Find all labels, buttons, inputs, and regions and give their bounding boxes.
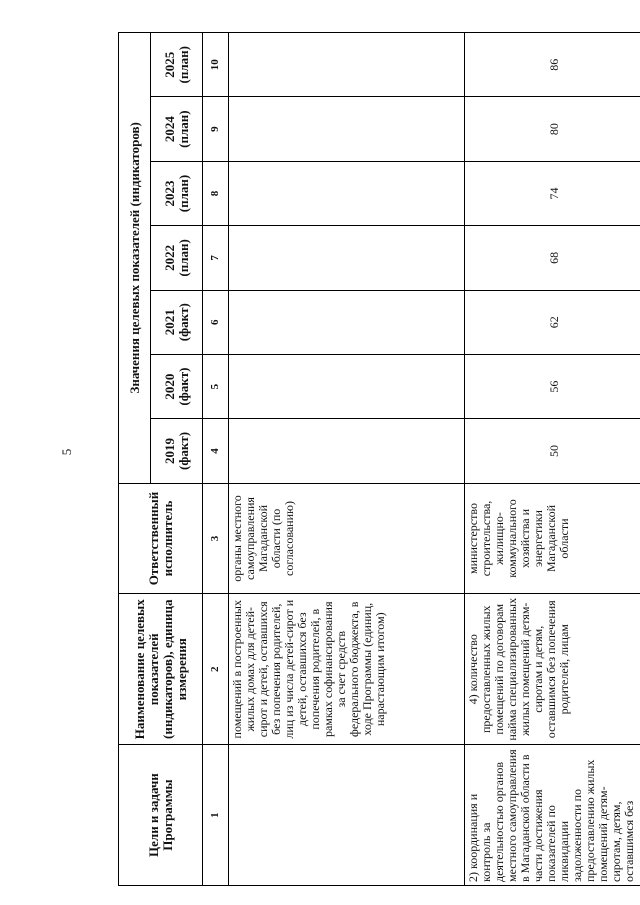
value-cell: 68 [465,226,640,290]
value-cell [229,97,465,161]
header-indicator-name: Наименование целевых показателей (индикаторов), единица измерения [119,594,203,745]
column-number: 1 [203,745,229,886]
column-number: 6 [203,290,229,354]
page-number: 5 [59,448,74,456]
value-cell: 62 [465,290,640,354]
executor-cell: министерство строительства, жилищно-коммунального хозяйства и энергетики Магаданской области [465,483,640,594]
header-year: 2020 (факт) [151,354,203,418]
indicator-cell: 4) количество предоставленных жилых помещений по договорам найма специализированных жилых помещений детям-сиротам и детям, оставшимся без попечения родителей, лицам [465,594,640,745]
value-cell: 80 [465,97,640,161]
value-cell: 56 [465,354,640,418]
column-number: 8 [203,161,229,225]
executor-cell: органы местного самоуправления Магаданской области (по согласованию) [229,483,465,594]
indicator-table [118,32,640,886]
goal-cell [229,745,465,886]
header-year: 2025 (план) [151,33,203,97]
indicator-table-rotated [118,32,640,886]
value-cell [229,161,465,225]
column-number: 4 [203,419,229,483]
column-number: 2 [203,594,229,745]
header-year: 2023 (план) [151,161,203,225]
header-row-1 [119,33,151,886]
value-cell [229,419,465,483]
header-values-title: Значения целевых показателей (индикаторов) [119,33,151,484]
header-year: 2024 (план) [151,97,203,161]
column-number: 3 [203,483,229,594]
header-executor: Ответственный исполнитель [119,483,203,594]
header-year: 2022 (план) [151,226,203,290]
column-number: 10 [203,33,229,97]
table-row [465,33,640,886]
column-number: 5 [203,354,229,418]
value-cell [229,33,465,97]
value-cell [229,226,465,290]
value-cell [229,354,465,418]
value-cell: 74 [465,161,640,225]
value-cell: 50 [465,419,640,483]
indicator-cell: помещений в построенных жилых домах для детей-сирот и детей, оставшихся без попечения родителей, лиц из числа детей-сирот и детей, оставшихся без попечения родителей, в рамках софинансирования за счет средств федерального бюджекта, в ходе Программы (единиц, нарастающим итогом) [229,594,465,745]
column-number: 9 [203,97,229,161]
column-number-row [203,33,229,886]
value-cell [229,290,465,354]
header-year: 2019 (факт) [151,419,203,483]
table-row [229,33,465,886]
value-cell: 86 [465,33,640,97]
header-goals: Цели и задачи Программы [119,745,203,886]
header-year: 2021 (факт) [151,290,203,354]
column-number: 7 [203,226,229,290]
goal-cell: 2) координация и контроль за деятельностью органов местного самоуправления в Магаданской области в части достижения показателей по ликвидации задолженности по предоставлению жилых помещений детям-сиротам, детям, оставшимся без [465,745,640,886]
